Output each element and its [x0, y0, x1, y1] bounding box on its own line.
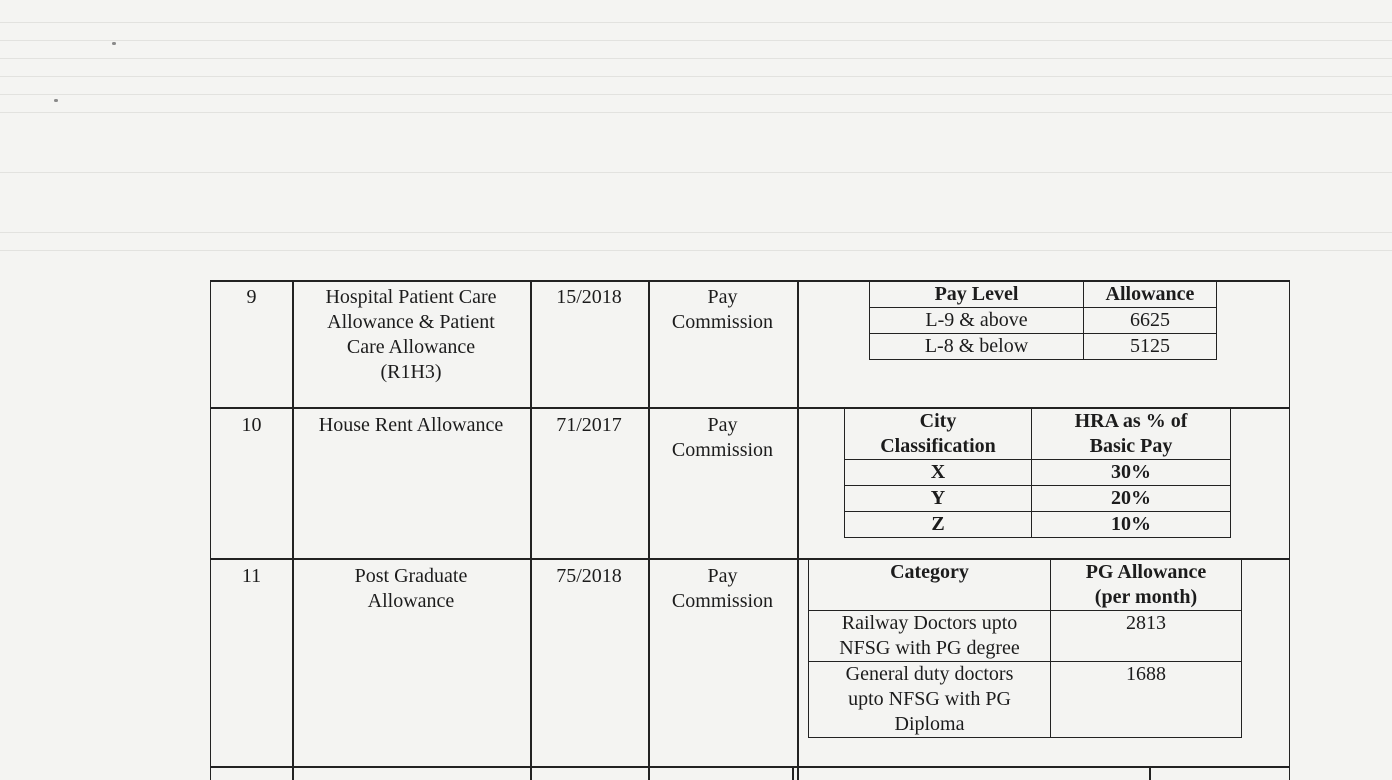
reference-number: 71/2017 [556, 414, 622, 436]
pay-level: L-8 & below [870, 334, 1084, 360]
pg-allowance-value: 1688 [1051, 662, 1242, 738]
authority: Pay Commission [671, 565, 774, 612]
header-hra-percent: HRA as % of Basic Pay [1032, 409, 1231, 460]
pay-level-table [869, 281, 1217, 360]
header-allowance: Allowance [1084, 282, 1217, 308]
column-separator [797, 280, 799, 780]
serial-number: 9 [246, 286, 257, 308]
header-pg-allowance: PG Allowance (per month) [1051, 560, 1242, 611]
city-class: Y [845, 486, 1032, 512]
header-city-classification: City Classification [845, 409, 1032, 460]
allowance-name: Hospital Patient Care Allowance & Patient Care Allowance (R1H3) [325, 286, 497, 383]
scan-speck [112, 42, 116, 45]
doctor-category: General duty doctors upto NFSG with PG Diploma [809, 662, 1051, 738]
next-row-inner-border [792, 766, 794, 780]
column-separator [648, 280, 650, 780]
pg-allowance-table [808, 559, 1242, 738]
allowance-table [210, 280, 1290, 780]
serial-number: 10 [241, 414, 262, 436]
pay-level: L-9 & above [870, 308, 1084, 334]
serial-number: 11 [241, 565, 262, 587]
pg-allowance-value: 2813 [1051, 611, 1242, 662]
doctor-category: Railway Doctors upto NFSG with PG degree [809, 611, 1051, 662]
column-separator [530, 280, 532, 780]
authority: Pay Commission [671, 414, 774, 461]
hra-percent: 30% [1032, 460, 1231, 486]
hra-percent: 10% [1032, 512, 1231, 538]
hra-percent: 20% [1032, 486, 1231, 512]
row-separator [211, 766, 1289, 768]
reference-number: 15/2018 [556, 286, 622, 308]
next-row-inner-border [1149, 766, 1151, 780]
city-class: X [845, 460, 1032, 486]
allowance-value: 5125 [1084, 334, 1217, 360]
allowance-name: House Rent Allowance [318, 414, 504, 436]
authority: Pay Commission [671, 286, 774, 333]
hra-table [844, 408, 1231, 538]
city-class: Z [845, 512, 1032, 538]
allowance-name: Post Graduate Allowance [354, 565, 468, 612]
reference-number: 75/2018 [556, 565, 622, 587]
header-category: Category [809, 560, 1051, 611]
scan-speck [54, 99, 58, 102]
allowance-value: 6625 [1084, 308, 1217, 334]
header-pay-level: Pay Level [870, 282, 1084, 308]
